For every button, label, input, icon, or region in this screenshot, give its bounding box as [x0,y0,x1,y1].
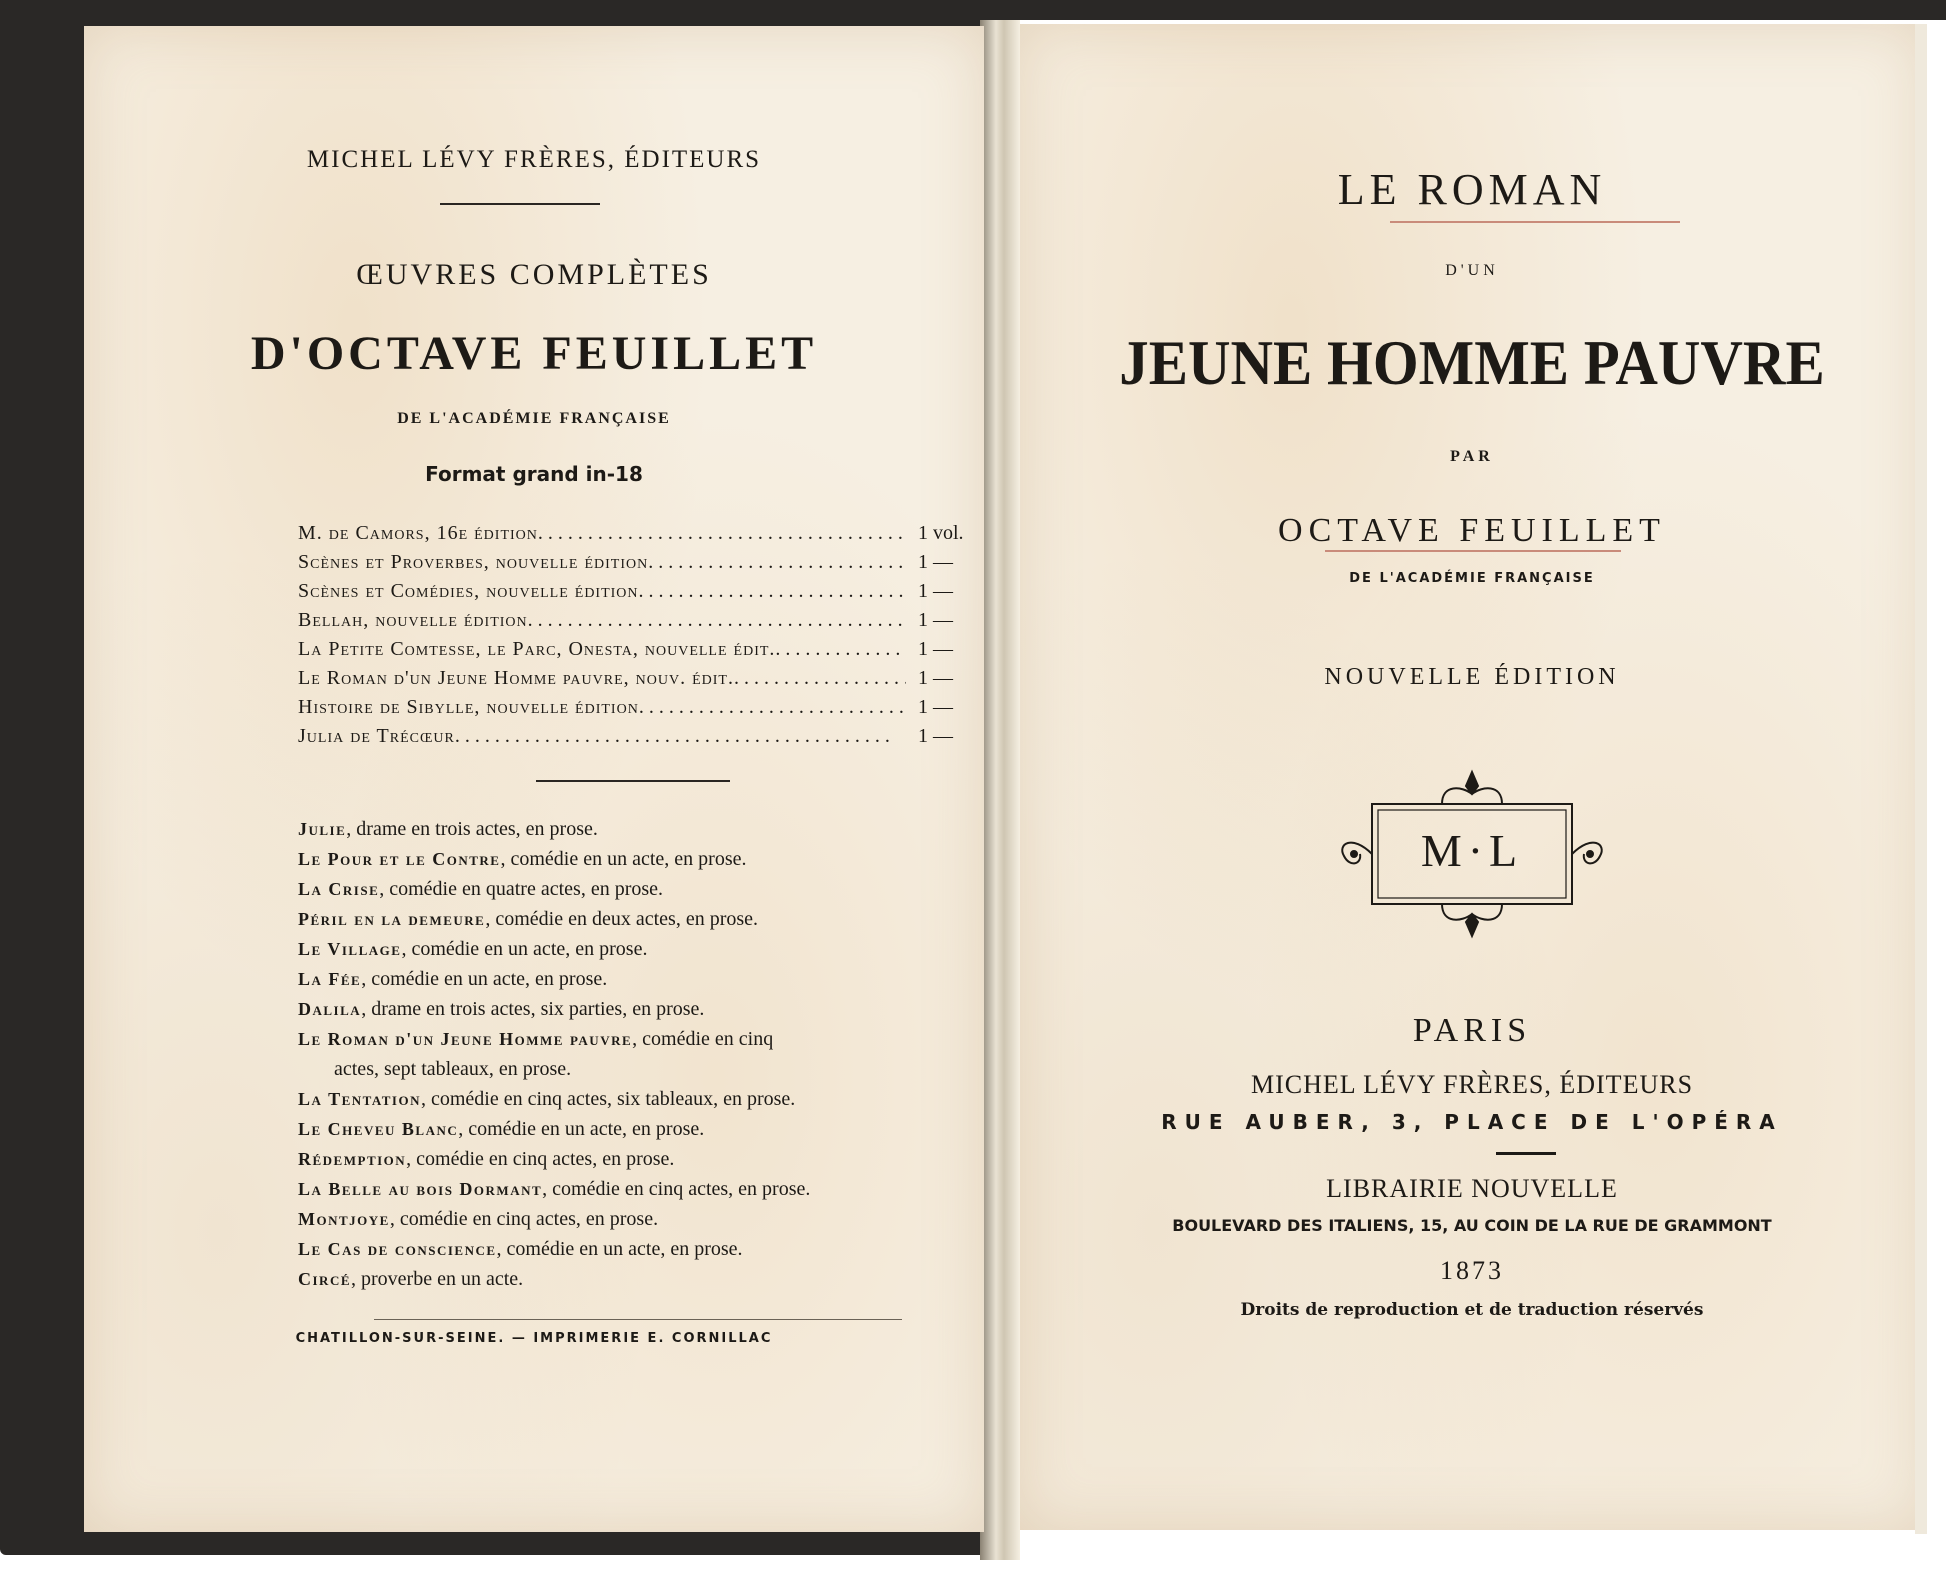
play-title: Péril en la demeure [298,909,486,929]
author-heading: D'OCTAVE FEUILLET [250,327,818,380]
play-description: , comédie en cinq [632,1028,774,1050]
play-entry [298,844,978,874]
title-page [1020,24,1924,1530]
play-title: Le Cheveu Blanc [298,1119,459,1139]
book-gutter [980,20,1020,1560]
title-line-1: LE ROMAN [1337,165,1607,214]
edition-label: NOUVELLE ÉDITION [1324,664,1620,690]
catalog-row [298,638,978,667]
play-description: , comédie en un acte, en prose. [500,848,747,870]
catalog-row [298,667,978,696]
play-title: Le Pour et le Contre [298,849,501,869]
play-title: Le Cas de conscience [298,1239,497,1259]
catalog-row [298,725,978,754]
play-description: , comédie en un acte, en prose. [496,1238,743,1260]
left-page [84,26,984,1532]
play-entry [298,1144,978,1174]
play-title: Le Village [298,939,402,959]
play-entry [298,1084,978,1114]
play-entry [298,1264,978,1294]
publisher-address: RUE AUBER, 3, PLACE DE L'OPÉRA [1161,1110,1783,1134]
play-description: , comédie en cinq actes, en prose. [542,1178,811,1200]
publisher-name: MICHEL LÉVY FRÈRES, ÉDITEURS [1250,1070,1694,1099]
catalog-volume: 1 — [918,696,953,718]
title-line-2: JEUNE HOMME PAUVRE [1119,327,1825,398]
catalog-volume: 1 — [918,609,953,631]
catalog-title: Bellah, nouvelle édition [298,609,528,631]
play-description: , comédie en un acte, en prose. [361,968,608,990]
play-entry [298,1234,978,1264]
play-description: , proverbe en un acte. [351,1268,524,1290]
play-title: Julie [298,819,347,839]
leader-dots [639,696,906,725]
divider-rule [1496,1152,1556,1155]
format-line: Format grand in-18 [425,462,643,486]
catalog-title: La Petite Comtesse, le Parc, Onesta, nouvelle édit. [298,638,776,660]
catalog-row [298,580,978,609]
catalog-volume: 1 — [918,551,953,573]
leader-dots [538,522,906,551]
play-title: La Belle au bois Dormant [298,1179,543,1199]
librairie-address: BOULEVARD DES ITALIENS, 15, AU COIN DE LA RUE DE GRAMMONT [1172,1216,1772,1235]
play-entry [298,814,978,844]
play-description-continued: actes, sept tableaux, en prose. [334,1058,572,1080]
play-entry [298,1114,978,1144]
leader-dots [648,551,906,580]
divider-rule [440,203,600,205]
author-underline [1325,550,1621,552]
librairie-label: LIBRAIRIE NOUVELLE [1326,1174,1618,1203]
leader-dots [528,609,906,638]
cover-top-edge [1000,0,1946,20]
play-description: , comédie en cinq actes, six tableaux, en prose. [421,1088,796,1110]
catalog-volume: 1 — [918,667,953,689]
play-description: , comédie en cinq actes, en prose. [406,1148,675,1170]
play-description: , drame en trois actes, en prose. [346,818,598,840]
catalog-title: M. de Camors, 16e édition [298,522,538,544]
play-entry [298,994,978,1024]
catalog-title: Scènes et Proverbes, nouvelle édition [298,551,649,573]
leader-dots [734,667,906,696]
catalog-row [298,522,978,551]
play-title: Circé [298,1269,352,1289]
catalog-title: Histoire de Sibylle, nouvelle édition [298,696,639,718]
catalog-volume: 1 — [918,638,953,660]
play-entry [298,874,978,904]
by-label: PAR [1450,448,1494,465]
catalog-volume: 1 — [918,580,953,602]
printer-line: CHATILLON-SUR-SEINE. — IMPRIMERIE E. CORNILLAC [295,1331,773,1346]
leader-dots [455,725,906,754]
leader-dots [639,580,906,609]
play-description: , comédie en cinq actes, en prose. [389,1208,659,1230]
play-title: Le Roman d'un Jeune Homme pauvre [298,1029,633,1049]
catalog-row [298,551,978,580]
city-label: PARIS [1412,1012,1532,1049]
play-entry [298,964,978,994]
play-description: , comédie en quatre actes, en prose. [379,878,664,900]
play-title: La Fée [298,969,362,989]
author-name: OCTAVE FEUILLET [1278,512,1666,549]
play-entry [298,1024,978,1084]
play-entry [298,1174,978,1204]
play-description: , comédie en un acte, en prose. [401,938,648,960]
play-entry [298,934,978,964]
catalog-title: Le Roman d'un Jeune Homme pauvre, nouv. édit. [298,667,734,689]
divider-rule [374,1319,902,1320]
page-edges [1915,24,1927,1534]
title-connector: D'UN [1445,262,1499,279]
play-entry [298,1204,978,1234]
logo-monogram: M·L [1420,825,1524,876]
title-underline [1390,221,1680,223]
play-title: Dalila [298,999,362,1019]
rights-notice: Droits de reproduction et de traduction réservés [1240,1300,1704,1320]
publication-year: 1873 [1440,1256,1504,1285]
catalog-row [298,696,978,725]
play-title: La Tentation [298,1089,421,1109]
catalog-title: Julia de Trécœur [298,725,455,747]
catalog-volume: 1 vol. [918,522,964,544]
catalog-volume: 1 — [918,725,953,747]
play-description: , comédie en deux actes, en prose. [485,908,759,930]
play-description: , drame en trois actes, six parties, en prose. [361,998,705,1020]
academie-subtitle: DE L'ACADÉMIE FRANÇAISE [1349,571,1595,586]
play-title: Rédemption [298,1149,407,1169]
academie-subtitle: DE L'ACADÉMIE FRANÇAISE [397,410,671,427]
play-title: La Crise [298,879,380,899]
leader-dots [775,638,906,667]
oeuvres-heading: ŒUVRES COMPLÈTES [356,258,712,291]
play-description: , comédie en un acte, en prose. [458,1118,705,1140]
left-publisher: MICHEL LÉVY FRÈRES, ÉDITEURS [306,146,762,173]
divider-rule [536,780,730,782]
catalog-row [298,609,978,638]
plays-list [298,814,978,1294]
catalog-title: Scènes et Comédies, nouvelle édition [298,580,639,602]
works-catalog [298,522,978,754]
publisher-logo [1332,764,1612,944]
play-title: Montjoye [298,1209,390,1229]
play-entry [298,904,978,934]
